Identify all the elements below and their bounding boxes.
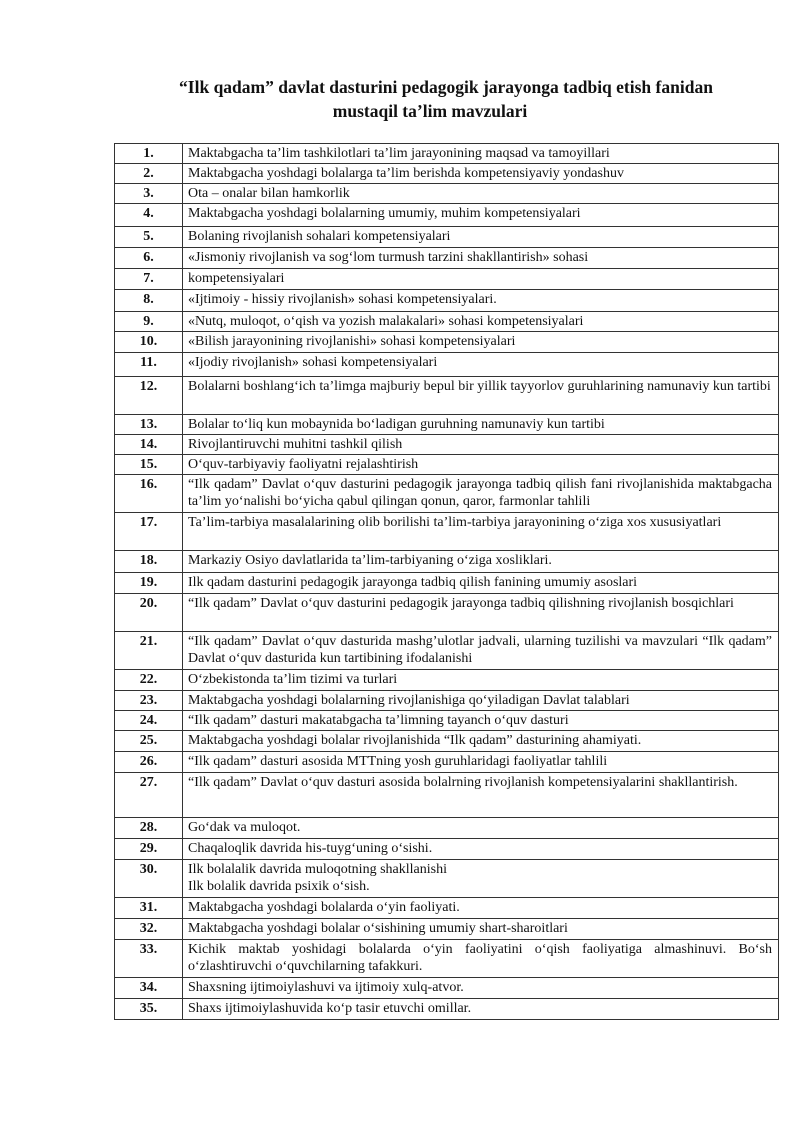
topic-text: «Ijtimoiy - hissiy rivojlanish» sohasi kompetensiyalari. <box>188 292 497 307</box>
topic-cell <box>183 632 779 670</box>
topic-text: “Ilk qadam” Davlat o‘quv dasturini pedagogik jarayonga tadbiq qilishning rivojlanish bosqichlari <box>188 596 734 611</box>
topic-text-line-2: Ilk bolalik davrida psixik o‘sish. <box>188 879 370 894</box>
topic-cell <box>183 290 779 312</box>
table-row <box>115 551 779 573</box>
title-line-1: “Ilk qadam” davlat dasturini pedagogik jarayonga tadbiq etish fanidan <box>179 77 713 97</box>
table-row <box>115 773 779 818</box>
topic-text: O‘zbekistonda ta’lim tizimi va turlari <box>188 672 398 687</box>
table-row <box>115 573 779 594</box>
topic-text: Rivojlantiruvchi muhitni tashkil qilish <box>188 437 403 452</box>
row-number: 19. <box>115 573 183 594</box>
topic-text: “Ilk qadam” Davlat o‘quv dasturida mashg’ulotlar jadvali, ularning tuzilishi va mavzulari “Ilk qadam” Davlat o‘quv dasturida kun tartibining ifodalanishi <box>188 634 772 666</box>
row-number: 24. <box>115 711 183 731</box>
row-number: 31. <box>115 898 183 919</box>
table-row <box>115 227 779 248</box>
row-number: 35. <box>115 999 183 1020</box>
row-number: 7. <box>115 269 183 290</box>
table-row <box>115 818 779 839</box>
table-row <box>115 290 779 312</box>
topic-cell <box>183 670 779 691</box>
table-row <box>115 940 779 978</box>
topic-text: O‘quv-tarbiyaviy faoliyatni rejalashtirish <box>188 457 419 472</box>
topic-cell <box>183 455 779 475</box>
topic-text: Shaxsning ijtimoiylashuvi va ijtimoiy xulq-atvor. <box>188 980 464 995</box>
topic-text: Maktabgacha yoshdagi bolalarning umumiy, muhim kompetensiyalari <box>188 206 581 221</box>
row-number: 21. <box>115 632 183 670</box>
topic-text: «Bilish jarayonining rivojlanishi» sohasi kompetensiyalari <box>188 334 516 349</box>
table-row <box>115 513 779 551</box>
topic-cell <box>183 691 779 711</box>
table-row <box>115 898 779 919</box>
topic-cell <box>183 711 779 731</box>
topic-text: “Ilk qadam” dasturi makatabgacha ta’limning tayanch o‘quv dasturi <box>188 713 569 728</box>
topic-cell <box>183 551 779 573</box>
topic-cell <box>183 144 779 164</box>
row-number: 22. <box>115 670 183 691</box>
title-line-2: mustaqil ta’lim mavzulari <box>332 101 528 121</box>
table-row <box>115 594 779 632</box>
row-number: 6. <box>115 248 183 269</box>
topic-text: “Ilk qadam” Davlat o‘quv dasturi asosida bolalrning rivojlanish kompetensiyalarini shakllantirish. <box>188 775 738 790</box>
topic-cell <box>183 435 779 455</box>
topic-cell <box>183 978 779 999</box>
topic-cell <box>183 227 779 248</box>
topic-cell <box>183 773 779 818</box>
topic-text: Maktabgacha yoshdagi bolalar rivojlanishida “Ilk qadam” dasturining ahamiyati. <box>188 733 642 748</box>
topic-cell <box>183 184 779 204</box>
topic-cell <box>183 415 779 435</box>
topic-text: «Jismoniy rivojlanish va sog‘lom turmush tarzini shakllantirish» sohasi <box>188 250 589 265</box>
row-number: 20. <box>115 594 183 632</box>
topic-cell <box>183 312 779 332</box>
topic-text: Maktabgacha yoshdagi bolalar o‘sishining umumiy shart-sharoitlari <box>188 921 568 936</box>
row-number: 28. <box>115 818 183 839</box>
topic-text: “Ilk qadam” dasturi asosida MTTning yosh guruhlaridagi faoliyatlar tahlili <box>188 754 608 769</box>
row-number: 1. <box>115 144 183 164</box>
table-row <box>115 860 779 898</box>
topic-cell <box>183 999 779 1020</box>
row-number: 26. <box>115 752 183 773</box>
table-row <box>115 731 779 752</box>
document-title <box>0 75 800 123</box>
row-number: 2. <box>115 164 183 184</box>
topic-cell <box>183 752 779 773</box>
topic-text: Go‘dak va muloqot. <box>188 820 301 835</box>
row-number: 9. <box>115 312 183 332</box>
topic-text: Bolaning rivojlanish sohalari kompetensiyalari <box>188 229 451 244</box>
topic-text: Kichik maktab yoshidagi bolalarda o‘yin faoliyatini o‘qish faoliyatiga almashinuvi. Bo‘sh o‘zlashtiruvchi o‘quvchilarning tafakkuri. <box>188 942 772 974</box>
row-number: 11. <box>115 353 183 377</box>
topic-cell <box>183 818 779 839</box>
table-row <box>115 670 779 691</box>
topic-cell <box>183 269 779 290</box>
table-row <box>115 919 779 940</box>
table-row <box>115 353 779 377</box>
table-row <box>115 632 779 670</box>
table-row <box>115 711 779 731</box>
row-number: 29. <box>115 839 183 860</box>
topic-text: Maktabgacha yoshdagi bolalarning rivojlanishiga qo‘yiladigan Davlat talablari <box>188 693 630 708</box>
topic-text: Bolalarni boshlang‘ich ta’limga majburiy bepul bir yillik tayyorlov guruhlarining namunaviy kun tartibi <box>188 379 771 394</box>
table-row <box>115 269 779 290</box>
topic-cell <box>183 940 779 978</box>
row-number: 23. <box>115 691 183 711</box>
table-row <box>115 435 779 455</box>
row-number: 30. <box>115 860 183 898</box>
row-number: 16. <box>115 475 183 513</box>
row-number: 14. <box>115 435 183 455</box>
topic-text: «Nutq, muloqot, o‘qish va yozish malakalari» sohasi kompetensiyalari <box>188 314 584 329</box>
topics-table-body <box>115 144 779 1020</box>
row-number: 27. <box>115 773 183 818</box>
table-row <box>115 415 779 435</box>
row-number: 18. <box>115 551 183 573</box>
topic-text: Maktabgacha ta’lim tashkilotlari ta’lim jarayonining maqsad va tamoyillari <box>188 146 610 161</box>
topic-text: Maktabgacha yoshdagi bolalarda o‘yin faoliyati. <box>188 900 460 915</box>
topic-cell <box>183 573 779 594</box>
row-number: 17. <box>115 513 183 551</box>
topic-cell <box>183 164 779 184</box>
row-number: 10. <box>115 332 183 353</box>
topic-text: kompetensiyalari <box>188 271 285 286</box>
topic-cell <box>183 353 779 377</box>
row-number: 8. <box>115 290 183 312</box>
row-number: 13. <box>115 415 183 435</box>
topic-cell <box>183 204 779 227</box>
topic-cell <box>183 475 779 513</box>
topic-text: Ilk bolalalik davrida muloqotning shakllanishi <box>188 862 447 877</box>
topic-cell <box>183 860 779 898</box>
row-number: 34. <box>115 978 183 999</box>
topic-cell <box>183 248 779 269</box>
row-number: 5. <box>115 227 183 248</box>
topic-cell <box>183 332 779 353</box>
topic-text: Ota – onalar bilan hamkorlik <box>188 186 350 201</box>
topic-text: Markaziy Osiyo davlatlarida ta’lim-tarbiyaning o‘ziga xosliklari. <box>188 553 552 568</box>
topic-cell <box>183 898 779 919</box>
row-number: 15. <box>115 455 183 475</box>
topic-cell <box>183 919 779 940</box>
topics-table <box>114 143 779 1020</box>
topic-cell <box>183 839 779 860</box>
row-number: 4. <box>115 204 183 227</box>
table-row <box>115 144 779 164</box>
row-number: 33. <box>115 940 183 978</box>
row-number: 12. <box>115 377 183 415</box>
table-row <box>115 752 779 773</box>
table-row <box>115 248 779 269</box>
table-row <box>115 312 779 332</box>
topic-text: Bolalar to‘liq kun mobaynida bo‘ladigan guruhning namunaviy kun tartibi <box>188 417 605 432</box>
table-row <box>115 164 779 184</box>
table-row <box>115 455 779 475</box>
topic-cell <box>183 513 779 551</box>
topic-text: Shaxs ijtimoiylashuvida ko‘p tasir etuvchi omillar. <box>188 1001 472 1016</box>
topic-text: “Ilk qadam” Davlat o‘quv dasturini pedagogik jarayonga tadbiq qilish fani rivojlanishida maktabgacha ta’lim yo‘nalishi bo‘yicha qabul qilingan qonun, qaror, farmonlar tahlili <box>188 477 772 509</box>
topic-cell <box>183 731 779 752</box>
table-row <box>115 978 779 999</box>
row-number: 32. <box>115 919 183 940</box>
table-row <box>115 691 779 711</box>
table-row <box>115 839 779 860</box>
row-number: 25. <box>115 731 183 752</box>
table-row <box>115 475 779 513</box>
topic-text: Ilk qadam dasturini pedagogik jarayonga tadbiq qilish fanining umumiy asoslari <box>188 575 638 590</box>
topic-text: Maktabgacha yoshdagi bolalarga ta’lim berishda kompetensiyaviy yondashuv <box>188 166 624 181</box>
topic-text: «Ijodiy rivojlanish» sohasi kompetensiyalari <box>188 355 438 370</box>
topic-text: Chaqaloqlik davrida his-tuyg‘uning o‘sishi. <box>188 841 433 856</box>
topic-cell <box>183 377 779 415</box>
topic-text: Ta’lim-tarbiya masalalarining olib borilishi ta’lim-tarbiya jarayonining o‘ziga xos xususiyatlari <box>188 515 722 530</box>
row-number: 3. <box>115 184 183 204</box>
table-row <box>115 204 779 227</box>
table-row <box>115 999 779 1020</box>
topic-cell <box>183 594 779 632</box>
table-row <box>115 184 779 204</box>
table-row <box>115 377 779 415</box>
table-row <box>115 332 779 353</box>
